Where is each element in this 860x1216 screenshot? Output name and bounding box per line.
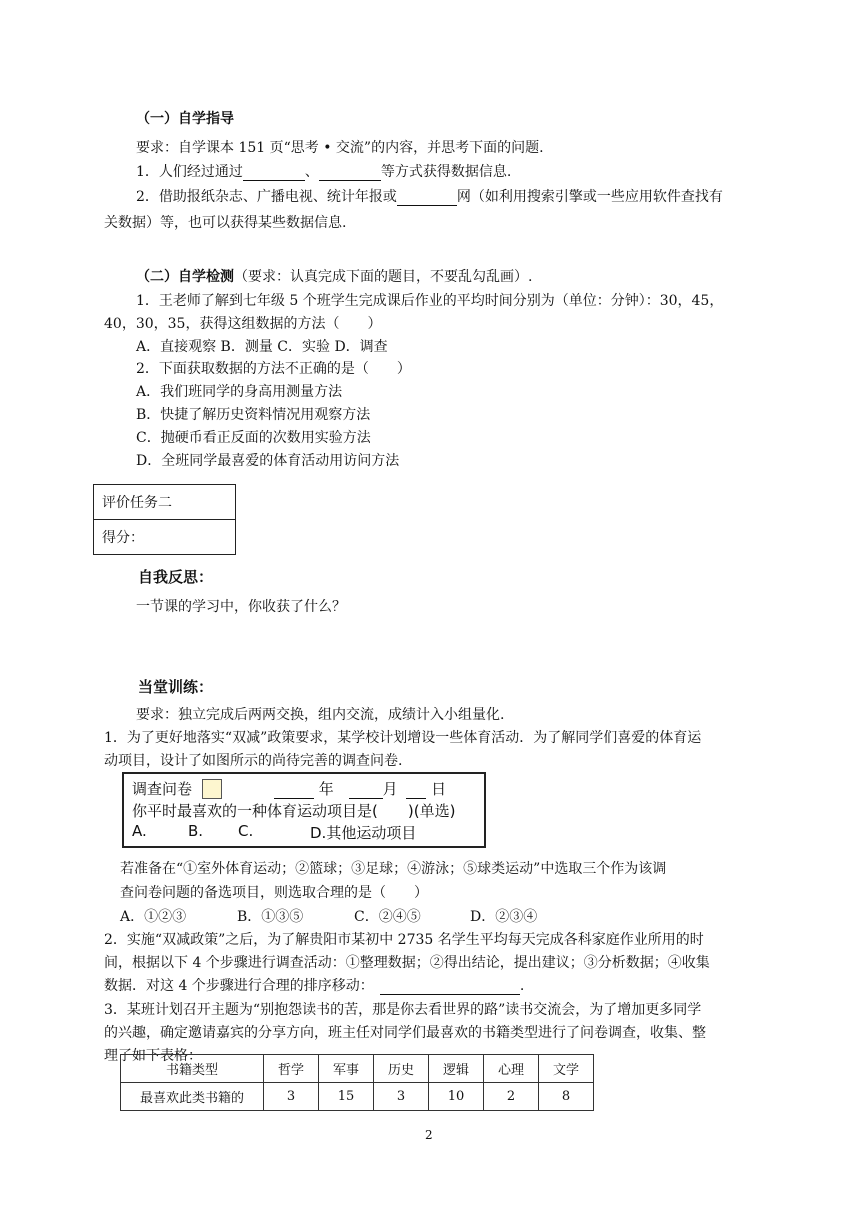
survey-checkbox[interactable] [202,779,222,799]
table-header-cell: 逻辑 [429,1055,484,1083]
p-q1-option-d: D．②③④ [470,909,538,925]
section2-heading-row [136,266,532,286]
s2-q2-option-c: C．抛硬币看正反面的次数用实验方法 [136,430,371,446]
reflection-heading: 自我反思： [138,568,214,586]
s2-q2-option-b: B．快捷了解历史资料情况用观察方法 [136,407,371,423]
p-q1-line3: 若准备在“①室外体育运动；②篮球；③足球；④游泳；⑤球类运动”中选取三个作为该调 [120,861,667,877]
day-label: 日 [431,780,447,798]
month-blank[interactable] [349,784,383,799]
survey-question [132,800,455,821]
p-q2-line3-text: 数据．对这 4 个步骤进行合理的排序移动： [104,978,374,994]
q1-text-b: 、 [304,164,319,180]
table-header-cell: 书籍类型 [121,1055,264,1083]
q1-text-c: 等方式获得数据信息. [380,164,512,180]
q2-text-a: 2．借助报纸杂志、广播电视、统计年报或 [136,189,397,205]
table-cell: 8 [539,1083,594,1111]
survey-question-a: 你平时最喜欢的一种体育运动项目是( [132,802,378,820]
survey-opt-c: C. [238,822,254,840]
p-q2-line2: 间，根据以下 4 个步骤进行调查活动：①整理数据；②得出结论，提出建议；③分析数据；④收集 [104,955,710,971]
year-label: 年 [318,780,334,798]
s2-q2: 2．下面获取数据的方法不正确的是（ ） [136,361,411,377]
survey-title: 调查问卷 [132,780,193,798]
p-q3-line2: 的兴趣，确定邀请嘉宾的分享方向，班主任对同学们最喜欢的书籍类型进行了问卷调查，收集、整 [104,1025,706,1041]
answer-blank[interactable] [319,166,381,181]
table-cell: 3 [374,1083,429,1111]
table-cell: 10 [429,1083,484,1111]
survey-question-b: )(单选) [407,802,456,820]
answer-blank[interactable] [397,191,457,206]
table-cell: 15 [319,1083,374,1111]
table-header-cell: 文学 [539,1055,594,1083]
table-header-cell: 哲学 [264,1055,319,1083]
p-q1-option-a: A．①②③ [120,909,187,925]
p-q1-line1: 1．为了更好地落实“双减”政策要求，某学校计划增设一些体育活动．为了解同学们喜爱的体育运 [104,730,702,746]
p-q1-option-b: B．①③⑤ [237,909,304,925]
survey-opt-b: B. [188,822,204,840]
order-blank[interactable] [380,980,520,995]
table-header-cell: 历史 [374,1055,429,1083]
table-header-cell: 军事 [319,1055,374,1083]
year-blank[interactable] [274,784,314,799]
p-q1-option-c: C．②④⑤ [354,909,421,925]
section1-q2-line1 [136,186,723,206]
s2-q1-line2: 40，30，35，获得这组数据的方法（ ） [104,316,382,332]
section1-heading: （一）自学指导 [136,111,234,127]
s2-q2-option-d: D．全班同学最喜爱的体育活动用访问方法 [136,453,400,469]
table-cell: 3 [264,1083,319,1111]
section2-heading: （二）自学检测 [136,269,234,285]
p-q1-line4: 查问卷问题的备选项目，则选取合理的是（ ） [120,885,428,901]
q1-text-a: 1．人们经过通过 [136,164,243,180]
book-type-table [120,1054,594,1111]
s2-q1-options: A．直接观察 B．测量 C．实验 D．调查 [136,339,388,355]
eval-task-label: 评价任务二 [94,485,236,520]
eval-score-label[interactable]: 得分： [94,520,236,555]
s2-q1-line1: 1．王老师了解到七年级 5 个班学生完成课后作业的平均时间分别为（单位：分钟）：30，45， [136,293,724,309]
q2-text-b: 网（如利用搜索引擎或一些应用软件查找有 [456,189,723,205]
month-label: 月 [382,780,398,798]
table-cell: 2 [484,1083,539,1111]
table-header-cell: 心理 [484,1055,539,1083]
p-q3-line1: 3．某班计划召开主题为“别抱怨读书的苦，那是你去看世界的路”读书交流会，为了增加更多同学 [104,1002,702,1018]
p-q1-line2: 动项目，设计了如图所示的尚待完善的调查问卷. [104,753,403,769]
answer-blank[interactable] [243,166,305,181]
p-q3-line3: 理了如下表格： [104,1048,202,1064]
practice-heading: 当堂训练： [138,678,214,696]
s2-q2-option-a: A．我们班同学的身高用测量方法 [136,384,343,400]
section2-requirement: （要求：认真完成下面的题目，不要乱勾乱画）. [234,269,533,285]
page-number: 2 [425,1128,433,1142]
section1-q2-line2: 关数据）等，也可以获得某些数据信息. [104,215,347,231]
day-blank[interactable] [406,784,426,799]
section1-q1 [136,161,511,181]
survey-opt-d: D.其他运动项目 [310,824,417,842]
reflection-question: 一节课的学习中，你收获了什么？ [136,599,346,615]
section1-requirement: 要求：自学课本 151 页“思考 • 交流”的内容，并思考下面的问题. [136,140,544,156]
survey-opt-a: A. [132,822,147,840]
survey-date [274,778,446,799]
p-q2-line3 [104,975,524,995]
p-q2-line1: 2．实施“双减政策”之后，为了解贵阳市某初中 2735 名学生平均每天完成各科家庭作业所用的时 [104,932,704,948]
evaluation-box [93,484,236,555]
p-q2-line3-end: . [519,978,525,994]
practice-requirement: 要求：独立完成后两两交换，组内交流，成绩计入小组量化. [136,707,505,723]
table-cell: 最喜欢此类书籍的 [121,1083,264,1111]
survey-questionnaire [122,772,486,848]
